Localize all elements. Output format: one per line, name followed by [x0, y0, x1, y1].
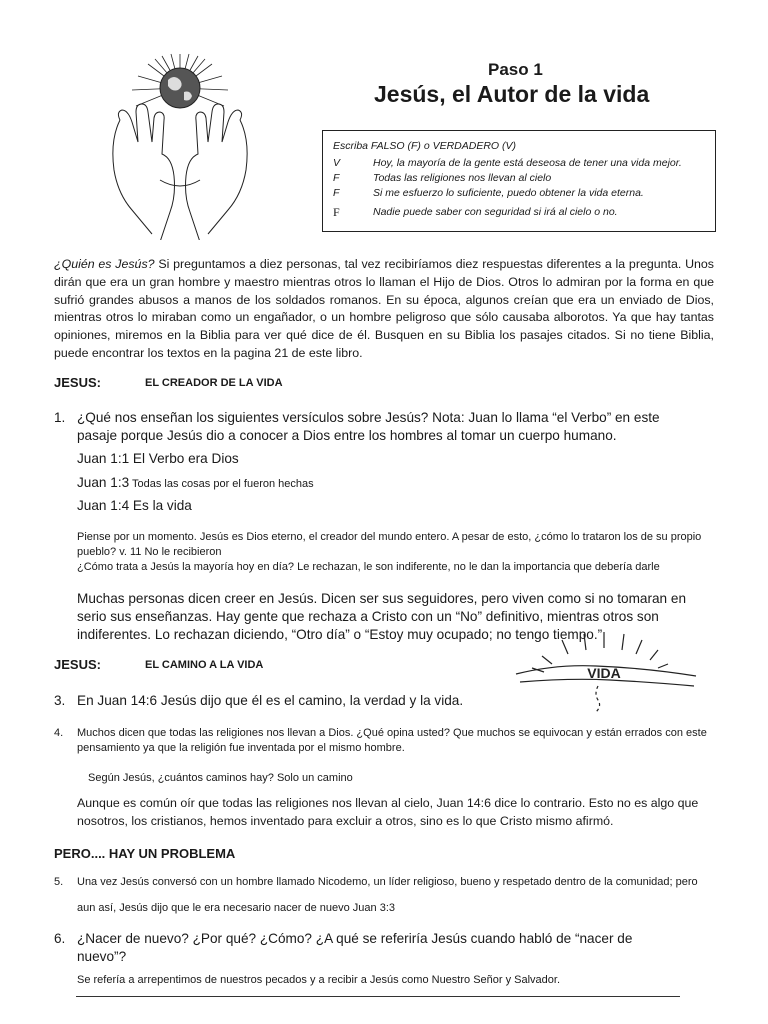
q4-number: 4.	[54, 727, 64, 739]
quiz-answer: F	[333, 187, 340, 199]
quiz-statement: Hoy, la mayoría de la gente está deseosa de tener una vida mejor.	[373, 157, 682, 169]
q1-number: 1.	[54, 410, 66, 425]
section1-label: JESUS:	[54, 375, 101, 390]
quiz-item	[333, 171, 715, 186]
q4-note: Aunque es común oír que todas las religiones nos llevan al cielo, Juan 14:6 dice lo contrario. Esto no es algo que nosotros, los cristianos, hemos inventado para excluir a otros, sino es lo que Cristo mismo afirmó.	[77, 796, 699, 828]
hands-globe-illustration	[100, 50, 260, 240]
q5-number: 5.	[54, 876, 64, 888]
quiz-instruction: Escriba FALSO (F) o VERDADERO (V)	[333, 140, 517, 152]
q3-number: 3.	[54, 693, 66, 708]
quiz-item	[333, 205, 715, 220]
section1-subtitle: EL CREADOR DE LA VIDA	[145, 377, 283, 389]
verse-juan-1-3	[77, 474, 314, 492]
section3-heading: PERO.... HAY UN PROBLEMA	[54, 846, 236, 861]
intro-question: ¿Quién es Jesús?	[54, 257, 155, 271]
quiz-statement: Todas las religiones nos llevan al cielo	[373, 172, 552, 184]
section2-subtitle: EL CAMINO A LA VIDA	[145, 659, 264, 671]
vida-road-illustration	[512, 628, 702, 718]
quiz-item	[333, 186, 715, 201]
answer-line	[76, 996, 680, 997]
intro-body: Si preguntamos a diez personas, tal vez recibiríamos diez respuestas diferentes a la pregunta. Unos dirán que era un gran hombre y maestro mientras otros lo llaman el Hijo de Dios. Otros lo admiran por la forma en que sufrió grandes abusos a manos de los soldados romanos. En su época, algunos creían que era un enviado de Dios, mientras otros lo miraban como un engañador, o un hombre peligroso que sólo causaba alborotos. Ya que hay tantas opiniones, miremos en la Biblia para ver qué dice de él. Busquen en su Biblia los pasajes citados. Si no tiene Biblia, puede encontrar los textos en la pagina 21 de este libro.	[54, 257, 714, 360]
q3-text: En Juan 14:6 Jesús dijo que él es el camino, la verdad y la vida.	[77, 693, 464, 708]
q4-text: Muchos dicen que todas las religiones nos llevan a Dios. ¿Qué opina usted? Que muchos se equivocan y están errados con este pensamiento ya que la religión fue inventada por el mismo hombre.	[77, 727, 707, 754]
verse-answer: Todas las cosas por el fueron hechas	[129, 478, 314, 490]
q6-number: 6.	[54, 931, 66, 946]
vida-sign-text: VIDA	[587, 665, 621, 681]
step-label: Paso 1	[488, 60, 543, 79]
verse-ref: Juan 1:3	[77, 475, 130, 490]
note-reflection: Piense por un momento. Jesús es Dios eterno, el creador del mundo entero. A pesar de esto, ¿cómo lo trataron los de su propio pueblo? v. 11 No le recibieron	[77, 531, 702, 558]
q4-followup: Según Jesús, ¿cuántos caminos hay? Solo un camino	[88, 772, 353, 784]
note-rejection: Muchas personas dicen creer en Jesús. Dicen ser sus seguidores, pero viven como si no tomaran en serio sus enseñanzas. Hay gente que rechaza a Cristo con un “No” definitivo, mientras otros son indiferentes. Lo rechazan diciendo, “Otro día” o “Estoy muy ocupado; no tengo tiempo.”	[77, 591, 687, 642]
q5-text: Una vez Jesús conversó con un hombre llamado Nicodemo, un líder religioso, bueno y respetado dentro de la comunidad; pero aun así, Jesús dijo que le era necesario nacer de nuevo Juan 3:3	[77, 876, 698, 914]
verse-juan-1-1: Juan 1:1 El Verbo era Dios	[77, 451, 239, 466]
quiz-answer: F	[333, 172, 340, 184]
true-false-box	[322, 130, 716, 232]
q1-text: ¿Qué nos enseñan los siguientes versículos sobre Jesús? Nota: Juan lo llama “el Verbo” en este pasaje porque Jesús dio a conocer a Dios entre los hombres al tomar un cuerpo humano.	[77, 410, 660, 443]
q6-answer: Se refería a arrepentimos de nuestros pecados y a recibir a Jesús como Nuestro Señor y Salvador.	[77, 974, 561, 986]
section2-label: JESUS:	[54, 657, 101, 672]
quiz-statement: Nadie puede saber con seguridad si irá al cielo o no.	[373, 206, 618, 218]
quiz-item	[333, 156, 715, 171]
page-title: Jesús, el Autor de la vida	[374, 81, 650, 107]
q6-text: ¿Nacer de nuevo? ¿Por qué? ¿Cómo? ¿A qué se referiría Jesús cuando habló de “nacer de nuevo”?	[77, 931, 633, 964]
intro-paragraph	[54, 256, 714, 363]
quiz-answer: V	[333, 157, 341, 169]
verse-juan-1-4: Juan 1:4 Es la vida	[77, 498, 192, 513]
quiz-statement: Si me esfuerzo lo suficiente, puedo obtener la vida eterna.	[373, 187, 644, 199]
note-today: ¿Cómo trata a Jesús la mayoría hoy en día? Le rechazan, le son indiferente, no le dan la importancia que debería darle	[77, 561, 660, 573]
quiz-answer: F	[333, 205, 340, 219]
